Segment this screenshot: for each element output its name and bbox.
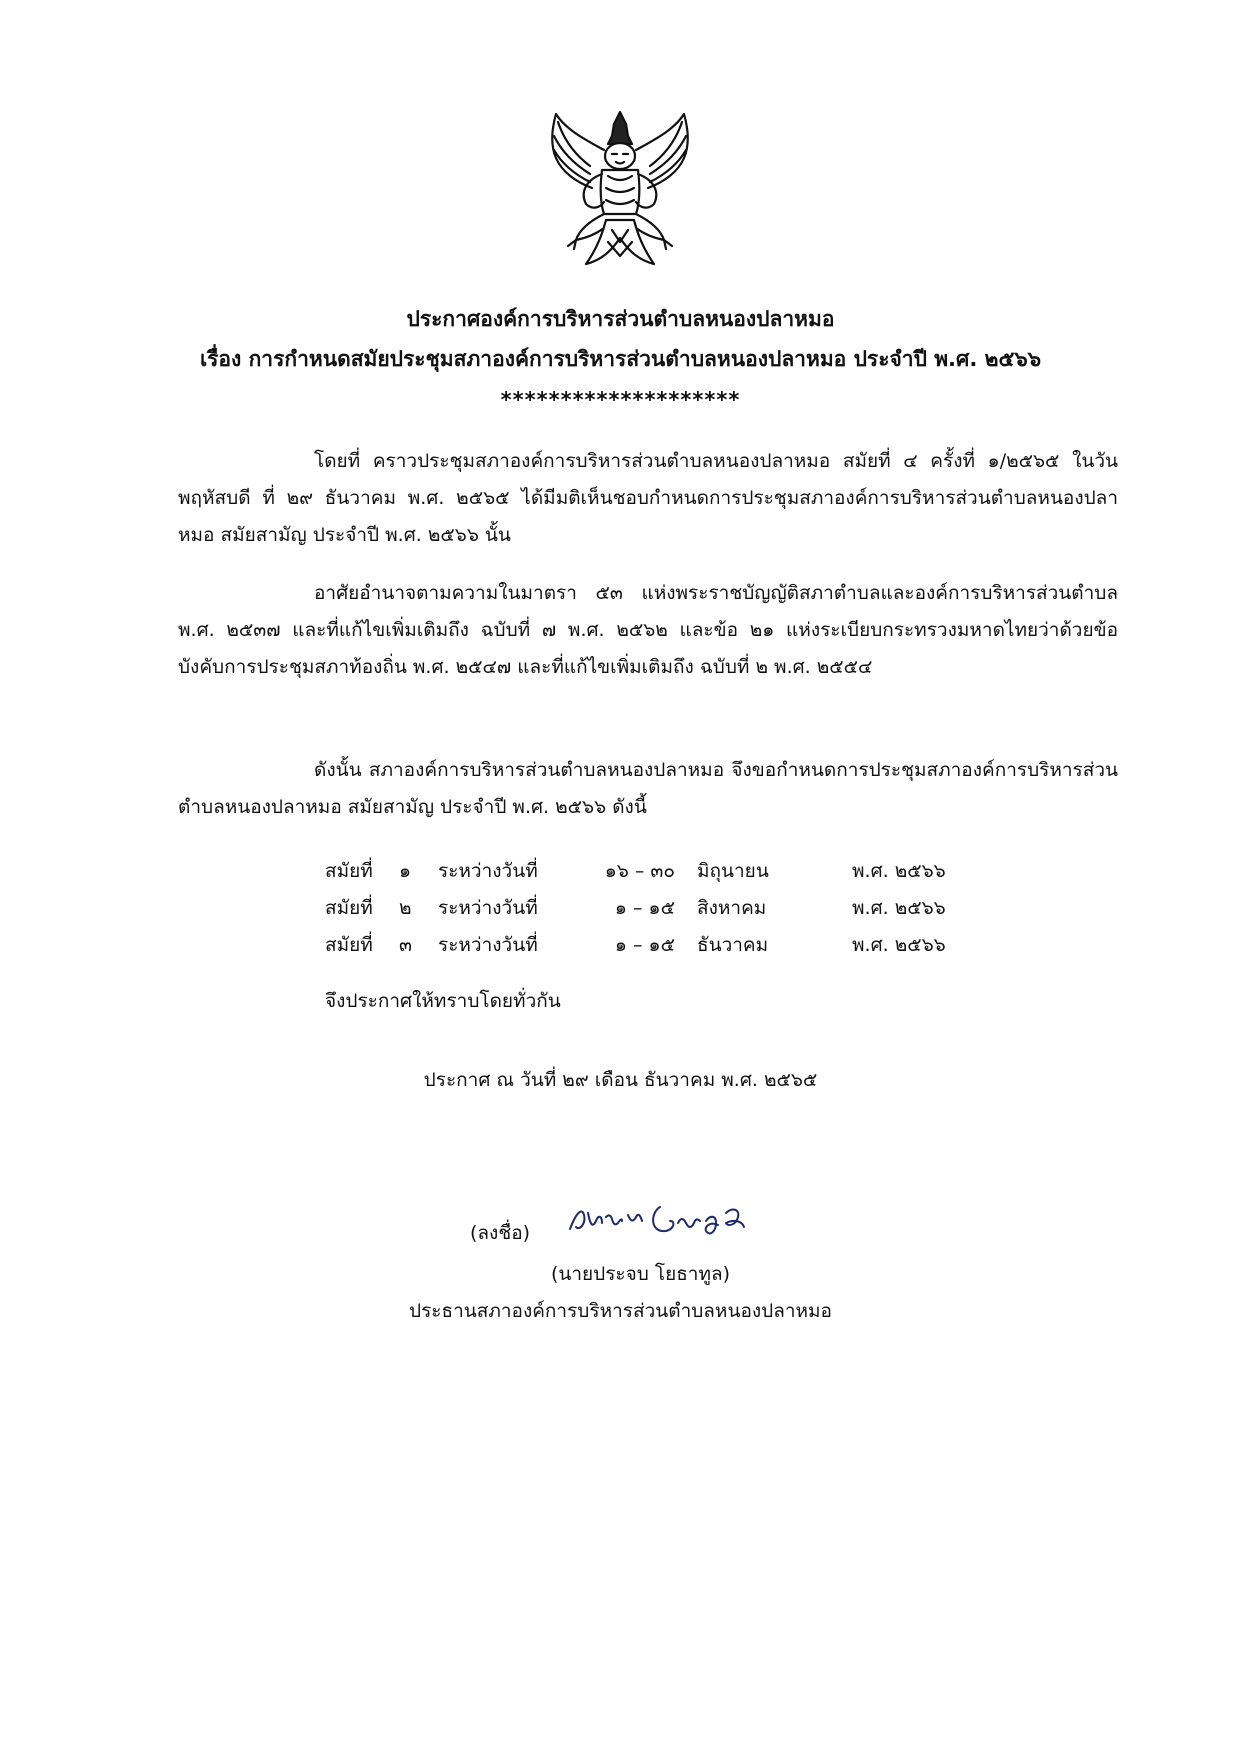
session-number: ๑ — [399, 860, 412, 882]
closing-notice: จึงประกาศให้ทราบโดยทั่วกัน — [325, 990, 561, 1012]
session-month: สิงหาคม — [697, 897, 767, 919]
signatory-position: ประธานสภาองค์การบริหารส่วนตำบลหนองปลาหมอ — [409, 1300, 832, 1322]
session-between: ระหว่างวันที่ — [438, 934, 538, 956]
session-between: ระหว่างวันที่ — [438, 897, 538, 919]
session-year: พ.ศ. ๒๕๖๖ — [852, 860, 946, 882]
document-subject: เรื่อง การกำหนดสมัยประชุมสภาองค์การบริหารส่วนตำบลหนองปลาหมอ ประจำปี พ.ศ. ๒๕๖๖ — [199, 347, 1042, 371]
session-between: ระหว่างวันที่ — [438, 860, 538, 882]
separator-line: ******************** — [500, 388, 741, 412]
paragraph-background — [178, 443, 1118, 554]
session-month: ธันวาคม — [697, 934, 769, 956]
session-label: สมัยที่ — [325, 934, 373, 956]
session-number: ๒ — [399, 897, 412, 919]
paragraph-text: ดังนั้น สภาองค์การบริหารส่วนตำบลหนองปลาหมอ จึงขอกำหนดการประชุมสภาองค์การบริหารส่วนตำบลหนองปลาหมอ สมัยสามัญ ประจำปี พ.ศ. ๒๕๖๖ ดังนี้ — [178, 759, 1118, 818]
document-title: ประกาศองค์การบริหารส่วนตำบลหนองปลาหมอ — [406, 307, 835, 331]
paragraph-text: โดยที่ คราวประชุมสภาองค์การบริหารส่วนตำบลหนองปลาหมอ สมัยที่ ๔ ครั้งที่ ๑/๒๕๖๕ ในวันพฤหัสบดี ที่ ๒๙ ธันวาคม พ.ศ. ๒๕๖๕ ได้มีมติเห็นชอบกำหนดการประชุมสภาองค์การบริหารส่วนตำบลหนองปลาหมอ สมัยสามัญ ประจำปี พ.ศ. ๒๕๖๖ นั้น — [178, 450, 1118, 546]
paragraph-legal-basis — [178, 575, 1118, 686]
session-number: ๓ — [399, 934, 412, 956]
session-year: พ.ศ. ๒๕๖๖ — [852, 934, 946, 956]
paragraph-resolution — [178, 752, 1118, 826]
session-year: พ.ศ. ๒๕๖๖ — [852, 897, 946, 919]
session-label: สมัยที่ — [325, 897, 373, 919]
session-date-range: ๑๖ – ๓๐ — [604, 860, 675, 882]
session-label: สมัยที่ — [325, 860, 373, 882]
announcement-date: ประกาศ ณ วันที่ ๒๙ เดือน ธันวาคม พ.ศ. ๒๕๖๕ — [423, 1069, 818, 1091]
handwritten-signature — [566, 1193, 756, 1245]
session-date-range: ๑ – ๑๕ — [614, 897, 675, 919]
session-month: มิถุนายน — [697, 860, 769, 882]
paragraph-text: อาศัยอำนาจตามความในมาตรา ๕๓ แห่งพระราชบัญญัติสภาตำบลและองค์การบริหารส่วนตำบล พ.ศ. ๒๕๓๗ และที่แก้ไขเพิ่มเติมถึง ฉบับที่ ๗ พ.ศ. ๒๕๖๒ และข้อ ๒๑ แห่งระเบียบกระทรวงมหาดไทยว่าด้วยข้อบังคับการประชุมสภาท้องถิ่น พ.ศ. ๒๕๔๗ และที่แก้ไขเพิ่มเติมถึง ฉบับที่ ๒ พ.ศ. ๒๕๕๔ — [178, 582, 1118, 678]
session-date-range: ๑ – ๑๕ — [614, 934, 675, 956]
signatory-name: (นายประจบ โยธาทูล) — [550, 1263, 731, 1285]
signature-label: (ลงชื่อ) — [470, 1222, 531, 1244]
garuda-emblem-icon — [546, 110, 694, 268]
